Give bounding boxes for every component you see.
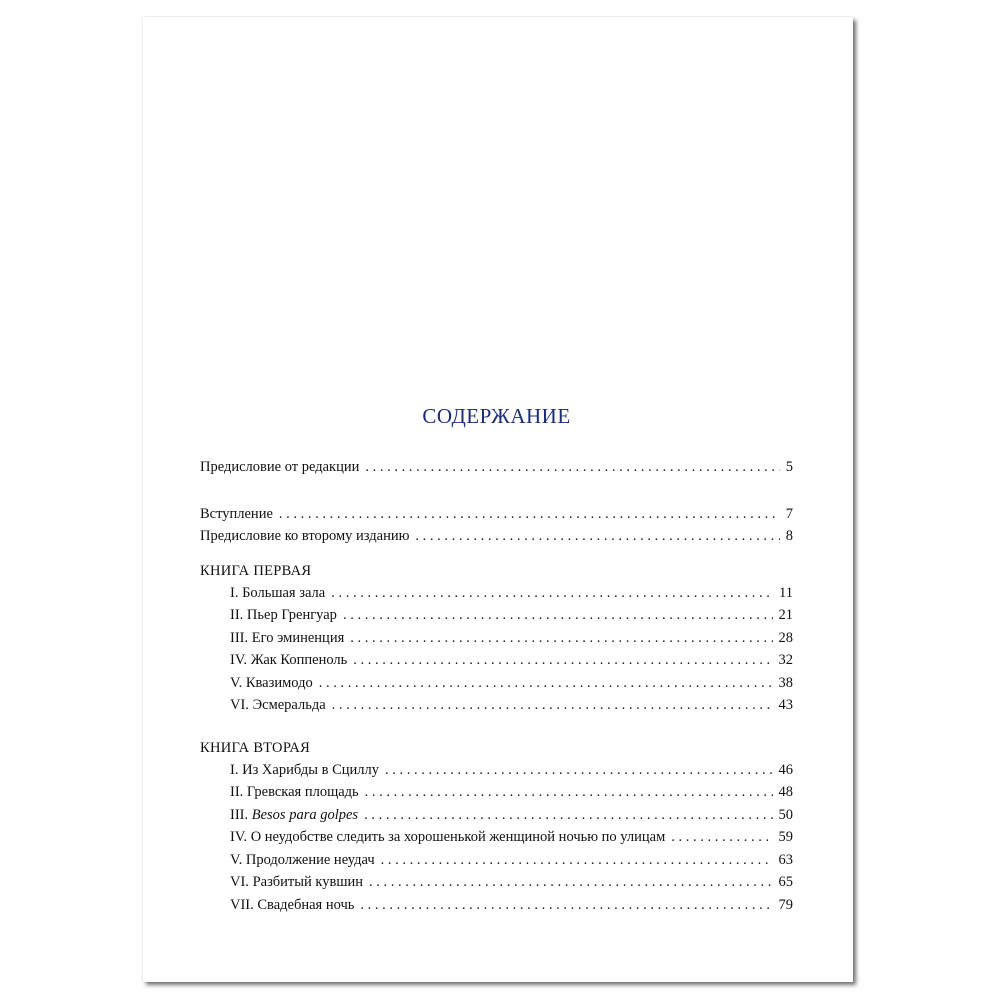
toc-page-number: 5	[785, 459, 793, 475]
leader-dots	[350, 627, 772, 650]
toc-entry-second-edition-preface	[200, 525, 793, 548]
toc-chapter-entry	[200, 804, 793, 827]
toc-entry-text: Предисловие от редакции	[200, 459, 360, 475]
toc-page-number: 7	[785, 505, 793, 522]
toc-chapter-entry	[200, 672, 793, 695]
toc-chapter-entry	[200, 649, 793, 672]
toc-page-number: 32	[778, 652, 793, 668]
chapter-number: I.	[230, 584, 239, 601]
chapter-title: Продолжение неудач	[245, 851, 375, 868]
leader-dots	[364, 804, 772, 827]
toc-page-number: 48	[778, 784, 793, 800]
chapter-number: VI.	[230, 874, 249, 890]
toc-chapter-entry	[200, 627, 793, 650]
chapter-title: О неудобстве следить за хорошенькой женщиной ночью по улицам	[250, 829, 666, 845]
chapter-number: IV.	[230, 829, 248, 845]
book-one-heading: КНИГА ПЕРВАЯ	[200, 562, 312, 579]
toc-page-number: 59	[778, 829, 793, 845]
toc-chapter-entry	[200, 781, 793, 804]
leader-dots	[279, 503, 780, 526]
toc-chapter-entry	[200, 582, 793, 605]
toc-page-number: 65	[778, 874, 793, 890]
leader-dots	[381, 849, 773, 872]
chapter-number: VI.	[230, 697, 249, 713]
leader-dots	[385, 759, 773, 782]
toc-page-number: 11	[779, 584, 793, 601]
toc-entry-text: Вступление	[200, 505, 273, 522]
chapter-number: II.	[230, 784, 244, 800]
chapter-number: V.	[230, 674, 243, 691]
toc-entry-editorial-preface	[200, 456, 793, 479]
toc-chapter-entry	[200, 759, 793, 782]
chapter-title: Гревская площадь	[246, 784, 359, 800]
toc-chapter-entry	[200, 871, 793, 894]
toc-page-number: 63	[778, 851, 793, 868]
leader-dots	[415, 525, 779, 548]
leader-dots	[365, 781, 773, 804]
toc-page-number: 28	[778, 629, 793, 646]
chapter-number: III.	[230, 806, 249, 823]
chapter-number: IV.	[230, 652, 248, 668]
chapter-title: Жак Коппеноль	[250, 652, 348, 668]
chapter-title: Его эминенция	[251, 629, 345, 646]
toc-page-number: 21	[778, 607, 793, 623]
toc-page-number: 43	[778, 697, 793, 713]
toc-page-number: 79	[778, 896, 793, 913]
leader-dots	[319, 672, 773, 695]
toc-page-number: 50	[778, 806, 793, 823]
leader-dots	[343, 604, 773, 627]
table-of-contents	[200, 402, 793, 916]
chapter-title: Большая зала	[242, 584, 326, 601]
leader-dots	[360, 894, 772, 917]
chapter-number: I.	[230, 761, 239, 778]
chapter-title: Квазимодо	[245, 674, 313, 691]
toc-entry-text: Предисловие ко второму изданию	[200, 528, 410, 544]
toc-chapter-entry	[200, 604, 793, 627]
book-two-heading: КНИГА ВТОРАЯ	[200, 739, 311, 756]
toc-page-number: 46	[778, 761, 793, 778]
chapter-number: VII.	[230, 896, 254, 913]
toc-chapter-entry	[200, 694, 793, 717]
chapter-title: Пьер Гренгуар	[246, 607, 337, 623]
chapter-number: III.	[230, 629, 249, 646]
leader-dots	[369, 871, 772, 894]
toc-entry-introduction	[200, 503, 793, 526]
toc-title: СОДЕРЖАНИЕ	[422, 404, 571, 428]
chapter-number: V.	[230, 851, 243, 868]
toc-page-number: 38	[778, 674, 793, 691]
chapter-title: Разбитый кувшин	[252, 874, 364, 890]
chapter-title: Свадебная ночь	[257, 896, 355, 913]
toc-chapter-entry	[200, 849, 793, 872]
leader-dots	[331, 582, 773, 605]
chapter-title: Besos para golpes	[251, 806, 359, 823]
toc-chapter-entry	[200, 894, 793, 917]
leader-dots	[332, 694, 773, 717]
toc-chapter-entry	[200, 826, 793, 849]
chapter-number: II.	[230, 607, 244, 623]
leader-dots	[365, 456, 779, 479]
leader-dots	[671, 826, 772, 849]
leader-dots	[353, 649, 772, 672]
chapter-title: Эсмеральда	[252, 697, 326, 713]
toc-page-number: 8	[785, 528, 793, 544]
chapter-title: Из Харибды в Сциллу	[242, 761, 379, 778]
